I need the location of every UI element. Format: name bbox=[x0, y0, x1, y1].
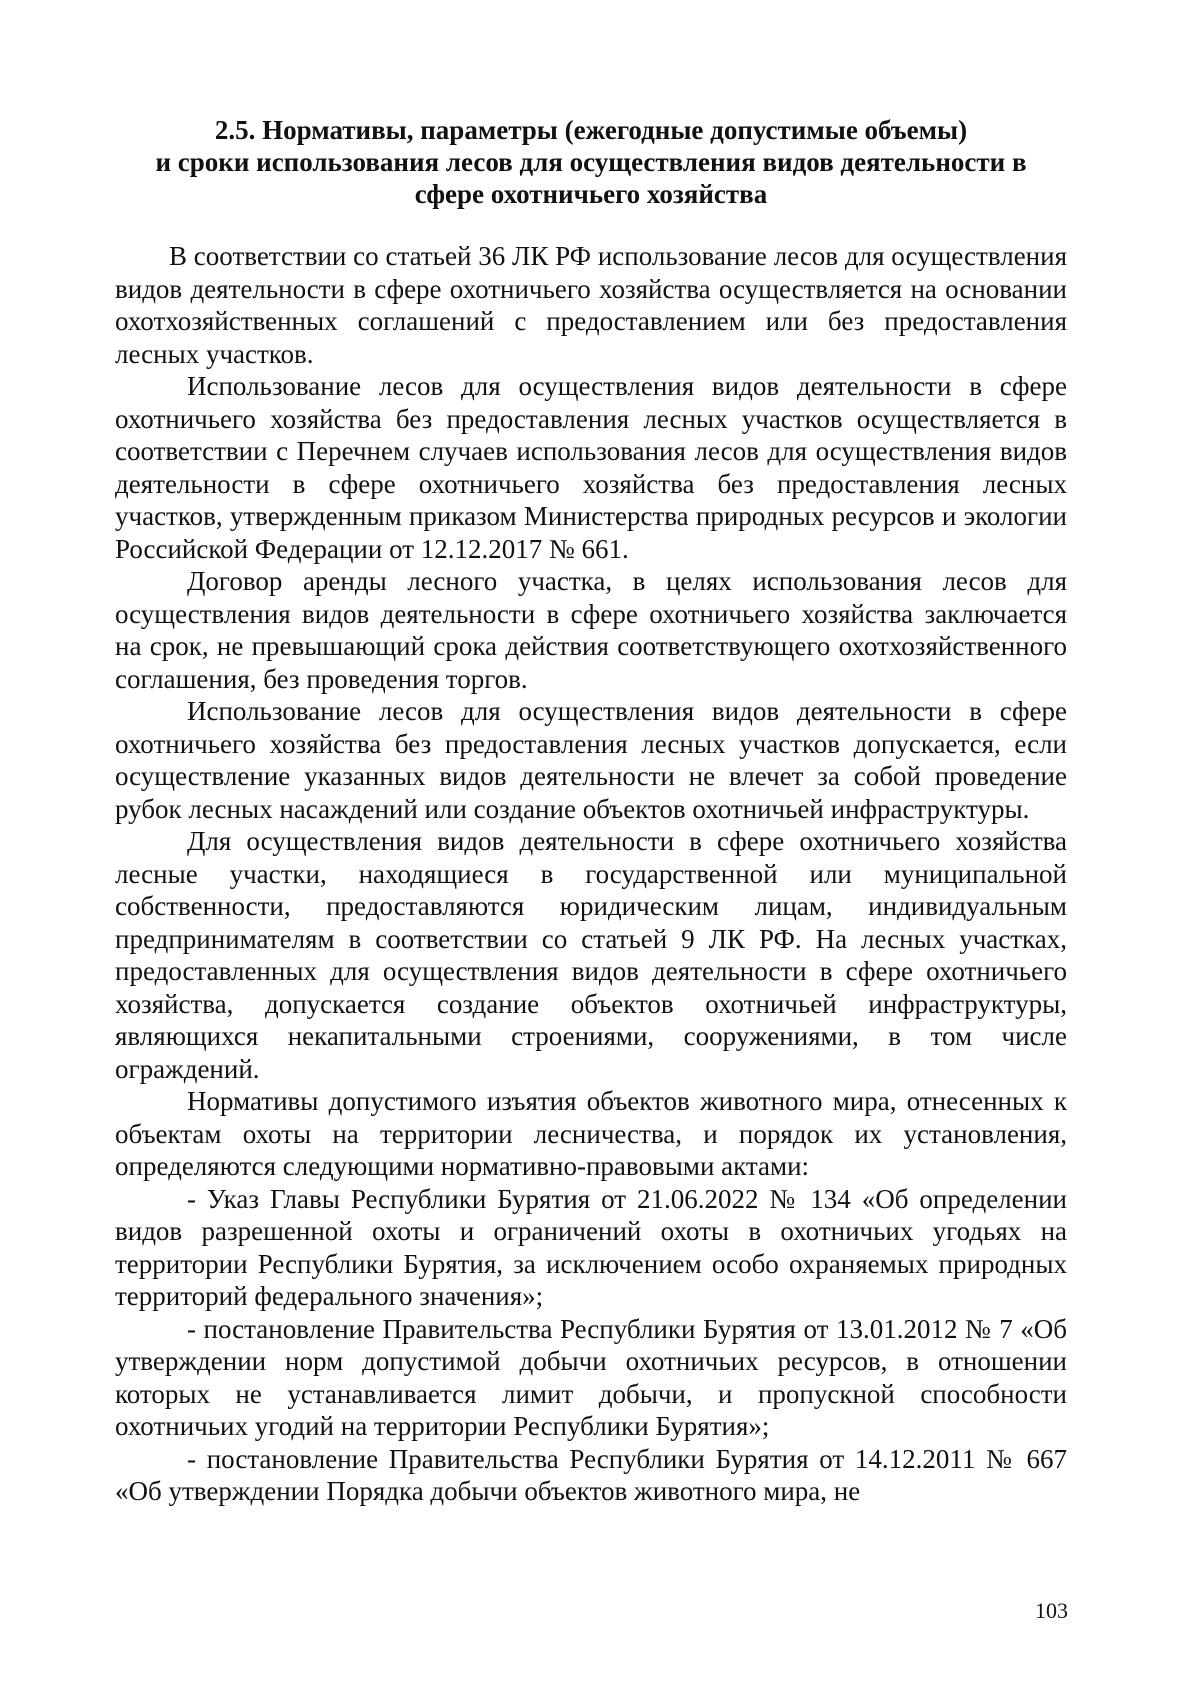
list-item-resolution-667: - постановление Правительства Республики Бурятия от 14.12.2011 № 667 «Об утверждении Порядка добычи объектов животного мира, не bbox=[115, 1443, 1067, 1506]
paragraph-2: Использование лесов для осуществления видов деятельности в сфере охотничьего хозяйства без предоставления лесных участков осуществляется в соответствии с Перечнем случаев использования лесов для осуществления видов деятельности в сфере охотничьего хозяйства без предоставления лесных участков, утвержденным приказом Министерства природных ресурсов и экологии Российской Федерации от 12.12.2017 № 661. bbox=[115, 371, 1067, 564]
paragraph-6: Нормативы допустимого изъятия объектов животного мира, отнесенных к объектам охоты на территории лесничества, и порядок их установления, определяются следующими нормативно-правовыми актами: bbox=[115, 1086, 1067, 1181]
paragraph-5: Для осуществления видов деятельности в сфере охотничьего хозяйства лесные участки, находящиеся в государственной или муниципальной собственности, предоставляются юридическим лицам, индивидуальным предпринимателям в соответствии со статьей 9 ЛК РФ. На лесных участках, предоставленных для осуществления видов деятельности в сфере охотничьего хозяйства, допускается создание объектов охотничьей инфраструктуры, являющихся некапитальными строениями, сооружениями, в том числе ограждений. bbox=[115, 826, 1067, 1084]
paragraph-3: Договор аренды лесного участка, в целях использования лесов для осуществления видов деятельности в сфере охотничьего хозяйства заключается на срок, не превышающий срока действия соответствующего охотхозяйственного соглашения, без проведения торгов. bbox=[115, 566, 1067, 694]
section-heading bbox=[115, 114, 1067, 210]
body-text bbox=[115, 240, 1067, 1508]
heading-line-3: сфере охотничьего хозяйства bbox=[414, 179, 768, 209]
list-item-decree-134: - Указ Главы Республики Бурятия от 21.06.2022 № 134 «Об определении видов разрешенной охоты и ограничений охоты в охотничьих угодьях на территории Республики Бурятия, за исключением особо охраняемых природных территорий федерального значения»; bbox=[115, 1183, 1067, 1311]
paragraph-1: В соответствии со статьей 36 ЛК РФ использование лесов для осуществления видов деятельности в сфере охотничьего хозяйства осуществляется на основании охотхозяйственных соглашений с предоставлением или без предоставления лесных участков. bbox=[115, 241, 1067, 369]
page-number: 103 bbox=[1035, 1598, 1068, 1623]
heading-line-2: и сроки использования лесов для осуществления видов деятельности в bbox=[155, 147, 1027, 177]
heading-line-1: 2.5. Нормативы, параметры (ежегодные допустимые объемы) bbox=[214, 115, 968, 145]
paragraph-4: Использование лесов для осуществления видов деятельности в сфере охотничьего хозяйства без предоставления лесных участков допускается, если осуществление указанных видов деятельности не влечет за собой проведение рубок лесных насаждений или создание объектов охотничьей инфраструктуры. bbox=[115, 696, 1067, 824]
list-item-resolution-7: - постановление Правительства Республики Бурятия от 13.01.2012 № 7 «Об утверждении норм допустимой добычи охотничьих ресурсов, в отношении которых не устанавливается лимит добычи, и пропускной способности охотничьих угодий на территории Республики Бурятия»; bbox=[115, 1313, 1067, 1441]
